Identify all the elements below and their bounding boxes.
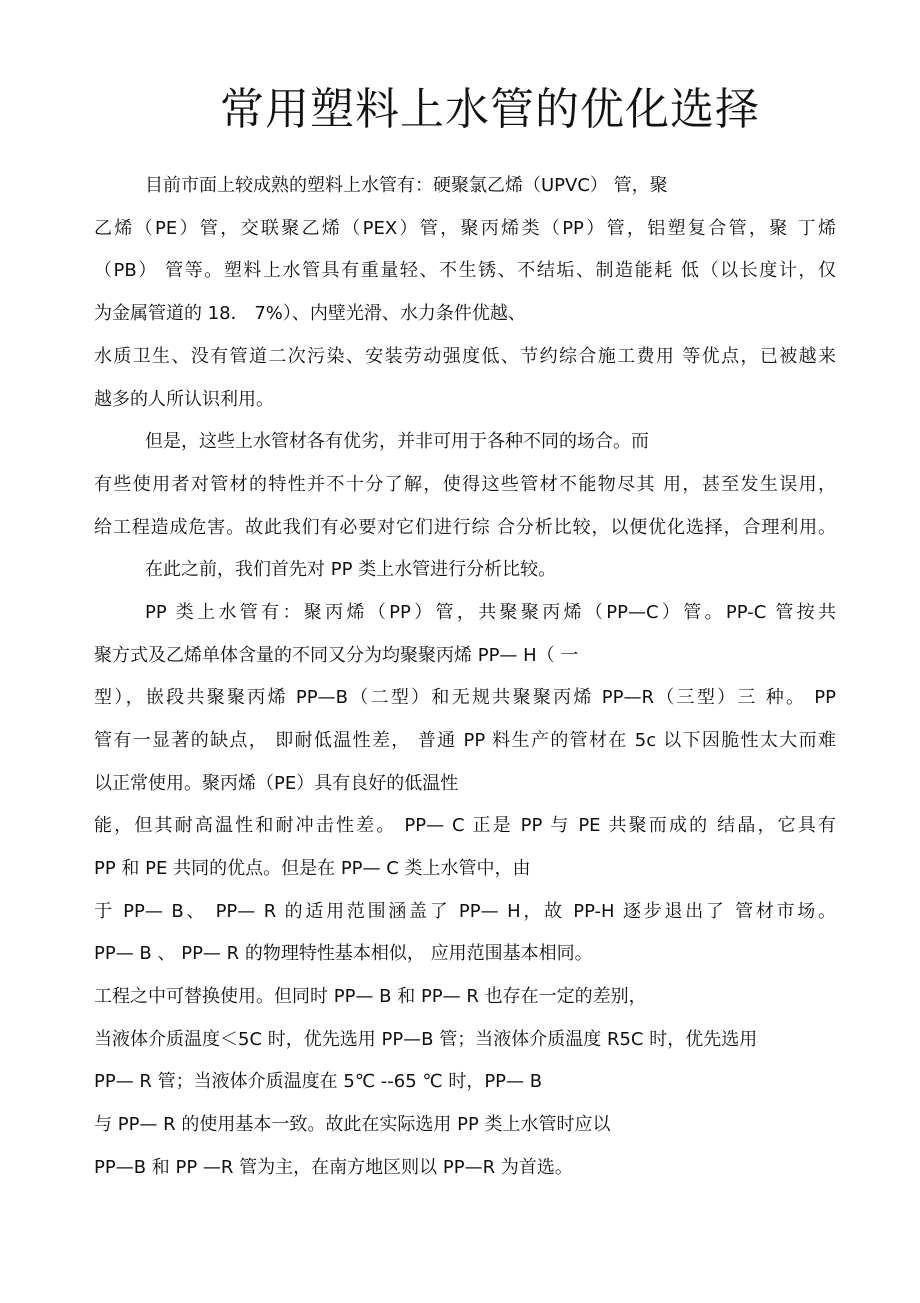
paragraph-line: 但是，这些上水管材各有优劣，并非可用于各种不同的场合。而 bbox=[145, 431, 649, 452]
paragraph-line: 越多的人所认识利用。 bbox=[94, 389, 274, 410]
paragraph-line: 为金属管道的 18． 7%）、内壁光滑、水力条件优越、 bbox=[94, 303, 526, 324]
paragraph-line: PP— R 管；当液体介质温度在 5℃ --65 ℃ 时，PP— B bbox=[94, 1071, 543, 1092]
paragraph-line: PP—B 和 PP —R 管为主，在南方地区则以 PP—R 为首选。 bbox=[94, 1157, 573, 1178]
paragraph-line: （PB） 管等。塑料上水管具有重量轻、不生锈、不结垢、制造能耗 低（以长度计，仅 bbox=[94, 260, 836, 281]
paragraph-line: PP— B 、 PP— R 的物理特性基本相似， 应用范围基本相同。 bbox=[94, 943, 593, 964]
paragraph-line: 有些使用者对管材的特性并不十分了解，使得这些管材不能物尽其 用，甚至发生误用， bbox=[94, 474, 836, 495]
paragraph-line: 当液体介质温度＜5C 时，优先选用 PP—B 管；当液体介质温度 R5C 时，优先选用 bbox=[94, 1029, 758, 1050]
paragraph-line: 水质卫生、没有管道二次污染、安装劳动强度低、节约综合施工费用 等优点，已被越来 bbox=[94, 346, 836, 367]
paragraph-line: 能，但其耐高温性和耐冲击性差。 PP— C 正是 PP 与 PE 共聚而成的 结晶，它具有 bbox=[94, 815, 836, 836]
paragraph-line: 以正常使用。聚丙烯（PE）具有良好的低温性 bbox=[94, 773, 459, 794]
paragraph-line: 目前市面上较成熟的塑料上水管有：硬聚氯乙烯（UPVC） 管，聚 bbox=[145, 175, 668, 196]
paragraph-line: 聚方式及乙烯单体含量的不同又分为均聚聚丙烯 PP— H（ 一 bbox=[94, 645, 579, 666]
paragraph-line: 与 PP— R 的使用基本一致。故此在实际选用 PP 类上水管时应以 bbox=[94, 1114, 611, 1135]
paragraph-line: 给工程造成危害。故此我们有必要对它们进行综 合分析比较，以便优化选择，合理利用。 bbox=[94, 517, 836, 538]
paragraph-line: 乙烯（PE）管，交联聚乙烯（PEX）管，聚丙烯类（PP）管，铝塑复合管，聚 丁烯 bbox=[94, 218, 836, 239]
paragraph-line: 在此之前，我们首先对 PP 类上水管进行分析比较。 bbox=[145, 559, 557, 580]
paragraph-line: 工程之中可替换使用。但同时 PP— B 和 PP— R 也存在一定的差别， bbox=[94, 986, 647, 1007]
document-title: 常用塑料上水管的优化选择 bbox=[220, 84, 760, 135]
paragraph-line: PP 和 PE 共同的优点。但是在 PP— C 类上水管中，由 bbox=[94, 858, 531, 879]
paragraph-line: PP 类上水管有：聚丙烯（PP）管，共聚聚丙烯（PP—C）管。PP-C 管按共 bbox=[145, 602, 836, 623]
paragraph-line: 型），嵌段共聚聚丙烯 PP—B（二型）和无规共聚聚丙烯 PP—R（三型）三 种。 PP bbox=[94, 687, 836, 708]
paragraph-line: 于 PP— B、 PP— R 的适用范围涵盖了 PP— H，故 PP-H 逐步退出了 管材市场。 bbox=[94, 901, 836, 922]
paragraph-line: 管有一显著的缺点， 即耐低温性差， 普通 PP 料生产的管材在 5c 以下因脆性太大而难 bbox=[94, 730, 836, 751]
